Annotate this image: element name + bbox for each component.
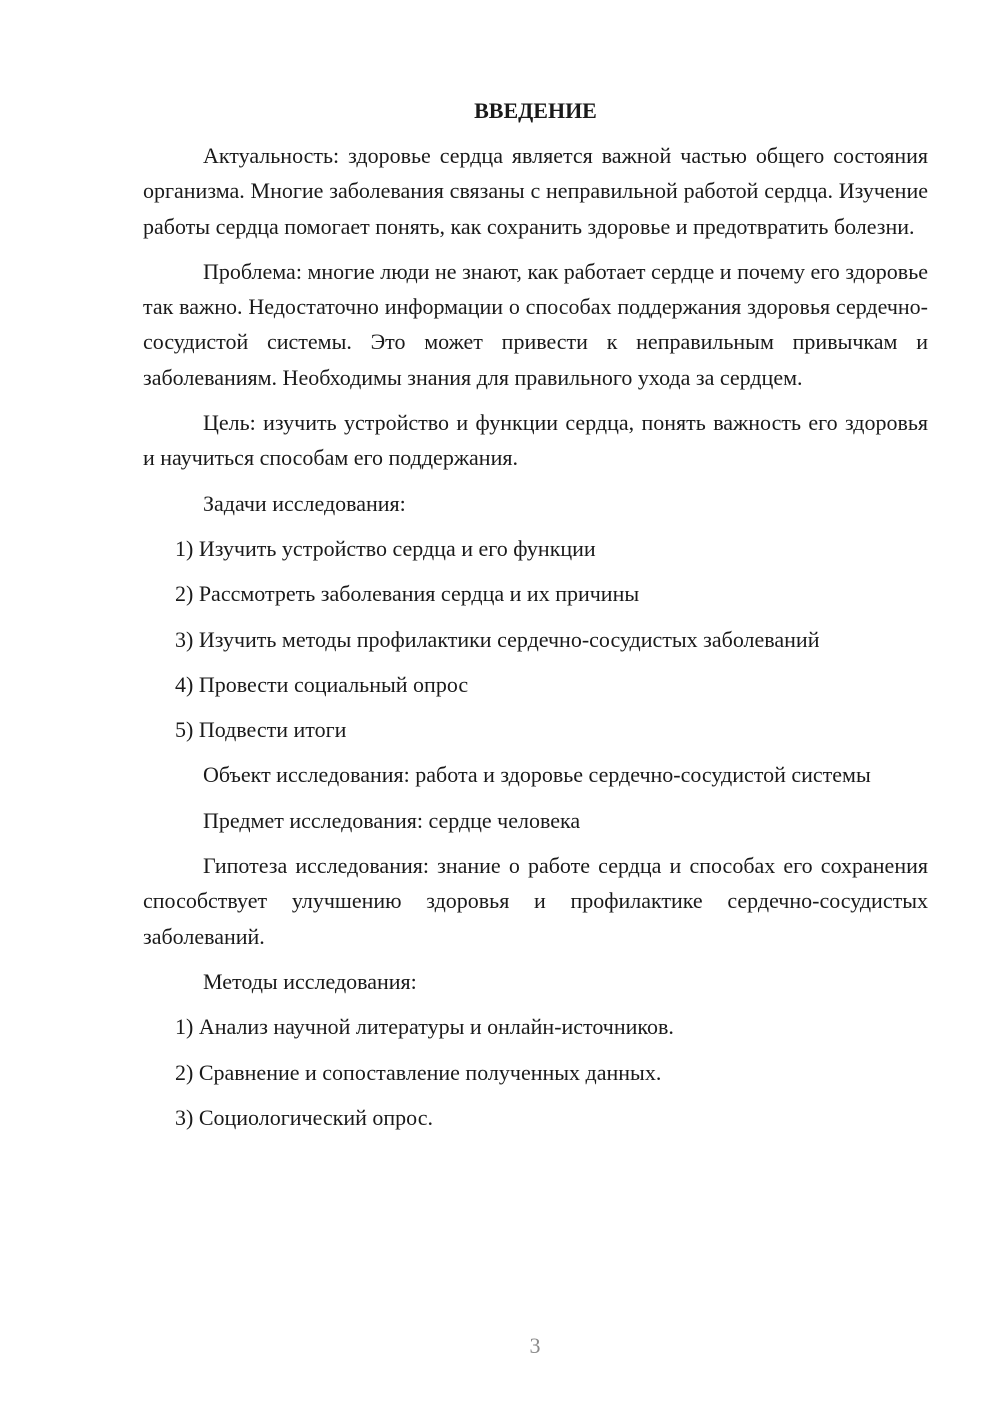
list-item: 5) Подвести итоги	[175, 717, 347, 743]
section-title: ВВЕДЕНИЕ	[474, 98, 597, 123]
object-paragraph: Объект исследования: работа и здоровье сердечно-сосудистой системы	[203, 762, 871, 788]
list-item: 1) Анализ научной литературы и онлайн-источников.	[175, 1014, 674, 1040]
problem-paragraph: Проблема: многие люди не знают, как работает сердце и почему его здоровье так важно. Недостаточно информации о способах поддержания здоровья сердечно-сосудистой системы. Это может привести к неправильным привычкам и заболеваниям. Необходимы знания для правильного ухода за сердцем.	[143, 258, 928, 390]
document-page	[143, 96, 928, 1145]
list-item: 2) Рассмотреть заболевания сердца и их причины	[175, 581, 640, 607]
goal-paragraph: Цель: изучить устройство и функции сердца, понять важность его здоровья и научиться способам его поддержания.	[143, 410, 928, 471]
hypothesis-paragraph: Гипотеза исследования: знание о работе сердца и способах его сохранения способствует улучшению здоровья и профилактике сердечно-сосудистых заболеваний.	[143, 853, 928, 949]
tasks-heading: Задачи исследования:	[203, 490, 406, 516]
list-item: 2) Сравнение и сопоставление полученных данных.	[175, 1059, 662, 1085]
methods-list	[143, 1009, 928, 1135]
methods-heading: Методы исследования:	[203, 968, 417, 994]
list-item: 3) Изучить методы профилактики сердечно-сосудистых заболеваний	[175, 626, 820, 652]
subject-paragraph: Предмет исследования: сердце человека	[203, 807, 581, 833]
list-item: 4) Провести социальный опрос	[175, 671, 469, 697]
page-number: 3	[529, 1333, 541, 1358]
relevance-paragraph: Актуальность: здоровье сердца является важной частью общего состояния организма. Многие заболевания связаны с неправильной работой сердца. Изучение работы сердца помогает понять, как сохранить здоровье и предотвратить болезни.	[143, 143, 928, 239]
list-item: 1) Изучить устройство сердца и его функции	[175, 535, 596, 561]
tasks-list	[143, 531, 928, 747]
list-item: 3) Социологический опрос.	[175, 1104, 433, 1130]
